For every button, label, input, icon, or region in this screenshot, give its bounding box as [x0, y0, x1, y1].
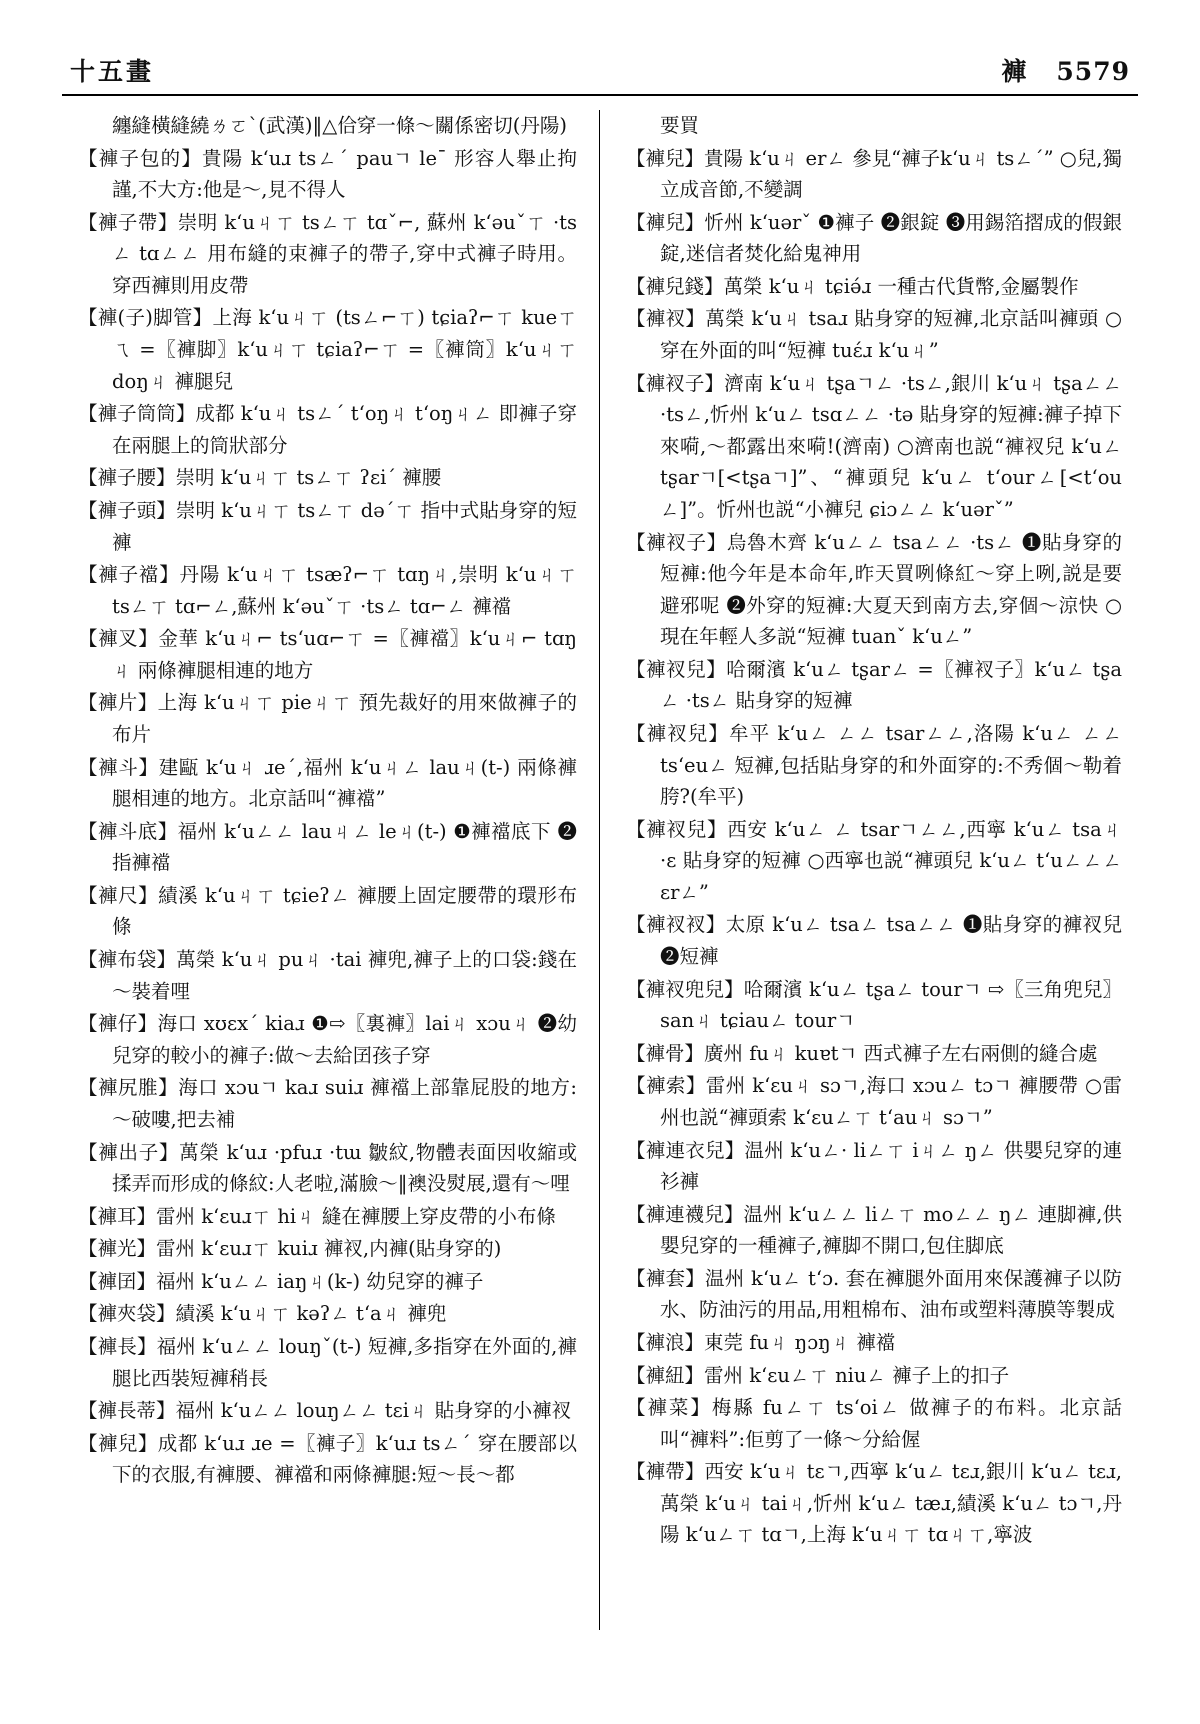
entry: 【褲子包的】貴陽 kʻuɹ tsㄥˊ pauㄱ leˉ 形容人舉止拘謹,不大方:他是～,見不得人: [78, 146, 577, 202]
entry: 【褲索】雷州 kʻɛuㄐ sɔㄱ,海口 xɔuㄥ tɔㄱ 褲腰帶 ○雷州也説“褲頭索 kʻɛuㄥㄒ tʻauㄐ sɔㄱ”: [626, 1074, 1122, 1129]
entry: 【褲長】福州 kʻuㄥㄥ louŋˇ(t-) 短褲,多指穿在外面的,褲腿比西裝短褲稍長: [78, 1334, 577, 1390]
entry: 【褲出子】萬榮 kʻuɹ ·pfuɹ ·tɯ 皺紋,物體表面因收縮或揉弄而形成的條紋:人老啦,滿臉～‖襖没熨展,還有～哩: [78, 1140, 577, 1196]
entry: 【褲套】温州 kʻuㄥ tʻɔ. 套在褲腿外面用來保護褲子以防水、防油污的用品,用粗棉布、油布或塑料薄膜等製成: [626, 1266, 1122, 1322]
entry: 【褲浪】東莞 fuㄐ ŋɔŋㄐ 褲襠: [626, 1330, 896, 1354]
entry: 【褲(子)脚管】上海 kʻuㄐㄒ (tsㄥ⌐ㄒ) tɕiaʔ⌐ㄒ kueㄒㄟ =〖褲脚〗kʻuㄐㄒ tɕiaʔ⌐ㄒ =〖褲筒〗kʻuㄐㄒ doŋㄐ 褲腿兒: [78, 306, 577, 393]
page-header: [62, 52, 1138, 94]
entry: 【褲子頭】崇明 kʻuㄐㄒ tsㄥㄒ dəˊㄒ 指中式貼身穿的短褲: [78, 498, 577, 554]
entry: 【褲菜】梅縣 fuㄥㄒ tsʻoiㄥ 做褲子的布料。北京話叫“褲料”:佢剪了一條～分給偓: [626, 1396, 1122, 1451]
entry: 【褲連襪兒】温州 kʻuㄥㄥ liㄥㄒ moㄥㄥ ŋㄥ 連脚褲,供嬰兒穿的一種褲子,褲脚不開口,包住脚底: [626, 1202, 1122, 1258]
entry: 【褲衩兒】哈爾濱 kʻuㄥ tʂarㄥ =〖褲衩子〗kʻuㄥ tʂaㄥ ·tsㄥ 貼身穿的短褲: [626, 657, 1122, 713]
body-columns: [62, 110, 1138, 1630]
entry: 【褲尺】績溪 kʻuㄐㄒ tɕieʔㄥ 褲腰上固定腰帶的環形布條: [78, 883, 577, 939]
entry: 【褲兒】貴陽 kʻuㄐ erㄥ 參見“褲子kʻuㄐ tsㄥˊ” ○兒,獨立成音節,不變調: [626, 146, 1122, 202]
entry: 【褲耳】雷州 kʻɛuɹㄒ hiㄐ 縫在褲腰上穿皮帶的小布條: [78, 1204, 556, 1228]
entry: 【褲衩兜兒】哈爾濱 kʻuㄥ tʂaㄥ tourㄱ ⇨〖三角兜兒〗sanㄐ tɕiauㄥ tourㄱ: [626, 977, 1122, 1033]
entry: 【褲兒】忻州 kʻuərˇ ❶褲子 ❷銀錠 ❸用錫箔摺成的假銀錠,迷信者焚化給鬼神用: [626, 210, 1122, 266]
entry: 【褲衩衩】太原 kʻuㄥ tsaㄥ tsaㄥㄥ ❶貼身穿的褲衩兒 ❷短褲: [626, 913, 1122, 969]
entry: 【褲帶】西安 kʻuㄐ tɛㄱ,西寧 kʻuㄥ tɛɹ,銀川 kʻuㄥ tɛɹ,萬榮 kʻuㄐ taiㄐ,忻州 kʻuㄥ tæɹ,績溪 kʻuㄥ tɔㄱ,丹陽 kʻuㄥㄒ tɑㄱ,上海 kʻuㄐㄒ tɑㄐㄒ,寧波: [626, 1460, 1122, 1547]
entry: 【褲子襠】丹陽 kʻuㄐㄒ tsæʔ⌐ㄒ tɑŋㄐ,崇明 kʻuㄐㄒ tsㄥㄒ tɑ⌐ㄥ,蘇州 kʻəuˇㄒ ·tsㄥ tɑ⌐ㄥ 褲襠: [78, 563, 577, 618]
entry: 【褲衩兒】西安 kʻuㄥ ㄥ tsarㄱㄥㄥ,西寧 kʻuㄥ tsaㄐ ·ɛ 貼身穿的短褲 ○西寧也説“褲頭兒 kʻuㄥ tʻuㄥㄥㄥ ɛrㄥ”: [626, 817, 1122, 904]
entry: 【褲紐】雷州 kʻɛuㄥㄒ niuㄥ 褲子上的扣子: [626, 1363, 1010, 1387]
header-rule: [62, 94, 1138, 96]
column-left: [62, 110, 600, 1630]
entry: 【褲布袋】萬榮 kʻuㄐ puㄐ ·tai 褲兜,褲子上的口袋:錢在～裝着哩: [78, 948, 577, 1003]
entry: 要買: [660, 114, 700, 137]
entry: 【褲兒】成都 kʻuɹ ɹe =〖褲子〗kʻuɹ tsㄥˊ 穿在腰部以下的衣服,有褲腰、褲襠和兩條褲腿:短～長～都: [78, 1431, 577, 1487]
entry: 【褲囝】福州 kʻuㄥㄥ iaŋㄐ(k-) 幼兒穿的褲子: [78, 1269, 484, 1293]
entry: 【褲長蒂】福州 kʻuㄥㄥ louŋㄥㄥ tɛiㄐ 貼身穿的小褲衩: [78, 1399, 572, 1423]
header-right-group: [1001, 52, 1130, 88]
page-number: 5579: [1056, 57, 1130, 86]
entry: 【褲子筒筒】成都 kʻuㄐ tsㄥˊ tʻoŋㄐ tʻoŋㄐㄥ 即褲子穿在兩腿上的筒狀部分: [78, 402, 577, 457]
entry: 【褲衩兒】牟平 kʻuㄥ ㄥㄥ tsarㄥㄥ,洛陽 kʻuㄥ ㄥㄥ tsʻeuㄥ 短褲,包括貼身穿的和外面穿的:不秀個～勒着胯?(牟平): [626, 721, 1122, 809]
entry: 【褲骨】廣州 fuㄐ kuɐtㄱ 西式褲子左右兩側的縫合處: [626, 1041, 1098, 1065]
entry: 【褲光】雷州 kʻɛuɹㄒ kuiɹ 褲衩,内褲(貼身穿的): [78, 1237, 502, 1261]
header-headword-char: 褲: [1001, 57, 1027, 86]
entry: 【褲片】上海 kʻuㄐㄒ pieㄐㄒ 預先裁好的用來做褲子的布片: [78, 691, 577, 746]
entry: 【褲子帶】崇明 kʻuㄐㄒ tsㄥㄒ tɑˇ⌐, 蘇州 kʻəuˇㄒ ·tsㄥ tɑㄥㄥ 用布縫的束褲子的帶子,穿中式褲子時用。穿西褲則用皮帶: [78, 210, 577, 297]
entry: 【褲尻脽】海口 xɔuㄱ kaɹ suiɹ 褲襠上部靠屁股的地方:～破嘍,把去補: [78, 1076, 577, 1131]
entry: 【褲夾袋】績溪 kʻuㄐㄒ kəʔㄥ tʻaㄐ 褲兜: [78, 1302, 447, 1326]
entry: 【褲斗】建甌 kʻuㄐ ɹeˊ,福州 kʻuㄐㄥ lauㄐ(t-) 兩條褲腿相連的地方。北京話叫“褲襠”: [78, 755, 577, 811]
entry: 【褲連衣兒】温州 kʻuㄥ· liㄥㄒ iㄐㄥ ŋㄥ 供嬰兒穿的連衫褲: [626, 1138, 1122, 1194]
entry: 【褲衩子】烏魯木齊 kʻuㄥㄥ tsaㄥㄥ ·tsㄥ ❶貼身穿的短褲:他今年是本命年,昨天買咧條紅～穿上咧,説是要避邪呢 ❷外穿的短褲:大夏天到南方去,穿個～涼快 ○現在年輕人多説“短褲 tuanˇ kʻuㄥ”: [626, 530, 1122, 649]
header-section-label: 十五畫: [70, 57, 155, 86]
entry: 【褲叉】金華 kʻuㄐ⌐ tsʻuɑ⌐ㄒ =〖褲襠〗kʻuㄐ⌐ tɑŋㄐ 兩條褲腿相連的地方: [78, 627, 577, 682]
entry: 【褲衩子】濟南 kʻuㄐ tʂaㄱㄥ ·tsㄥ,銀川 kʻuㄐ tʂaㄥㄥ ·tsㄥ,忻州 kʻuㄥ tsɑㄥㄥ ·tə 貼身穿的短褲:褲子掉下來嗬,～都露出來嗬!(濟南) ○濟南也説“褲衩兒 kʻuㄥ tʂarㄱ[<tʂaㄱ]”、“褲頭兒 kʻuㄥ tʻourㄥ[<tʻouㄥ]”。忻州也説“小褲兒 ɕiɔㄥㄥ kʻuərˇ”: [626, 371, 1122, 521]
entry: 纏縫橫縫繞ㄌㄛˋ(武漢)‖△佮穿一條～關係密切(丹陽): [112, 114, 567, 137]
entry: 【褲兒錢】萬榮 kʻuㄐ tɕiə́ɹ 一種古代貨幣,金屬製作: [626, 274, 1079, 298]
entry: 【褲斗底】福州 kʻuㄥㄥ lauㄐㄥ leㄐ(t-) ❶褲襠底下 ❷指褲襠: [78, 819, 577, 875]
column-right: [600, 110, 1138, 1630]
entry: 【褲子腰】崇明 kʻuㄐㄒ tsㄥㄒ ʔɛiˊ 褲腰: [78, 466, 442, 490]
entry: 【褲仔】海口 xʊɛxˊ kiaɹ ❶⇨〖裏褲〗laiㄐ xɔuㄐ ❷幼兒穿的較小的褲子:做～去給囝孩子穿: [78, 1012, 577, 1067]
entry: 【褲衩】萬榮 kʻuㄐ tsaɹ 貼身穿的短褲,北京話叫褲頭 ○穿在外面的叫“短褲 tuɛ́ɹ kʻuㄐ”: [626, 307, 1122, 363]
